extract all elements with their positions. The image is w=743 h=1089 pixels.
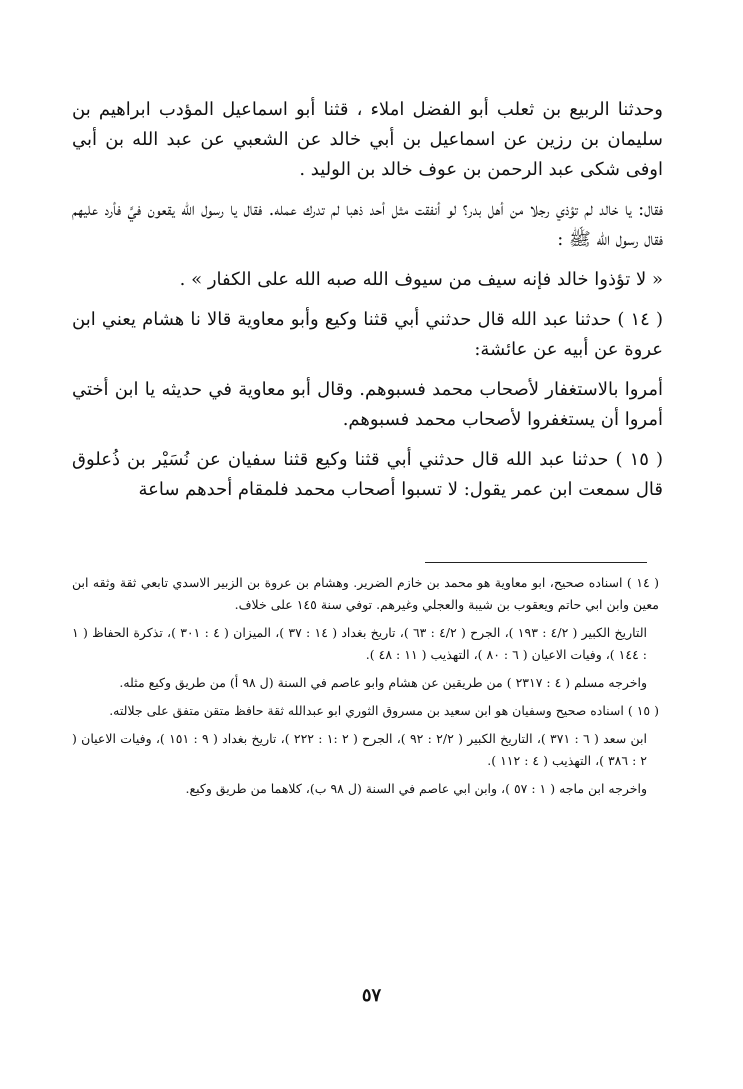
footnote-separator bbox=[425, 562, 647, 563]
page-number: ٥٧ bbox=[361, 985, 382, 1006]
footnotes bbox=[72, 572, 659, 806]
paragraph: ( ١٤ ) حدثنا عبد الله قال حدثني أبي قثنا وكيع وأبو معاوية قالا نا هشام يعني ابن عروة عن أبيه عن عائشة: bbox=[72, 309, 663, 360]
paragraph: « لا تؤذوا خالد فإنه سيف من سيوف الله صبه الله على الكفار » . bbox=[179, 269, 663, 290]
footnote: واخرجه ابن ماجه ( ١ : ٥٧ )، وابن ابي عاصم في السنة (ل ٩٨ ب)، كلاهما من طريق وكيع. bbox=[185, 781, 647, 796]
paragraph: أمروا بالاستغفار لأصحاب محمد فسبوهم. وقال أبو معاوية في حديثه يا ابن أختي أمروا أن يستغفروا لأصحاب محمد فسبوهم. bbox=[72, 379, 663, 430]
footnote: ( ١٤ ) اسناده صحيح، ابو معاوية هو محمد بن خازم الضرير. وهشام بن عروة بن الزبير الاسدي تابعي ثقة وثقه ابن معين وابن ابي حاتم ويعقوب بن شيبة والعجلي وغيرهم. توفي سنة ١٤٥ على خلاف. bbox=[72, 575, 659, 612]
main-text bbox=[72, 95, 663, 515]
paragraph: وحدثنا الربيع بن ثعلب أبو الفضل املاء ، قثنا أبو اسماعيل المؤدب ابراهيم بن سليمان بن رزين عن اسماعيل بن أبي خالد عن الشعبي عن عبد الله بن أبي اوفى شكى عبد الرحمن بن عوف خالد بن الوليد . bbox=[72, 99, 663, 180]
footnote: ( ١٥ ) اسناده صحيح وسفيان هو ابن سعيد بن مسروق الثوري ابو عبدالله ثقة حافظ متقن متفق على جلالته. bbox=[109, 703, 659, 718]
footnote: ابن سعد ( ٦ : ٣٧١ )، التاريخ الكبير ( ٢/٢ : ٩٢ )، الجرح ( ٢ :١ : ٢٢٢ )، تاريخ بغداد ( ٩ : ١٥١ )، وفيات الاعيان ( ٢ : ٣٨٦ )، التهذيب ( ٤ : ١١٢ ). bbox=[72, 731, 647, 768]
paragraph: ( ١٥ ) حدثنا عبد الله قال حدثني أبي قثنا وكيع قثنا سفيان عن نُسَيْر بن ذُعلوق قال سمعت ابن عمر يقول: لا تسبوا أصحاب محمد فلمقام أحدهم ساعة bbox=[72, 449, 663, 500]
footnote: التاريخ الكبير ( ٤/٢ : ١٩٣ )، الجرح ( ٤/٢ : ٦٣ )، تاريخ بغداد ( ١٤ : ٣٧ )، الميزان ( ٤ : ٣٠١ )، تذكرة الحفاظ ( ١ : ١٤٤ )، وفيات الاعيان ( ٦ : ٨٠ )، التهذيب ( ١١ : ٤٨ ). bbox=[72, 625, 647, 662]
paragraph: فقال: يا خالد لم تؤذي رجلا من أهل بدر؟ لو أنفقت مثل أحد ذهبا لم تدرك عمله. فقال يا رسول الله يقعون فيَّ فأرد عليهم فقال رسول الله ﷺ : bbox=[72, 199, 663, 250]
footnote: واخرجه مسلم ( ٤ : ٢٣١٧ ) من طريقين عن هشام وابو عاصم في السنة (ل ٩٨ أ) من طريق وكيع مثله. bbox=[119, 675, 647, 690]
